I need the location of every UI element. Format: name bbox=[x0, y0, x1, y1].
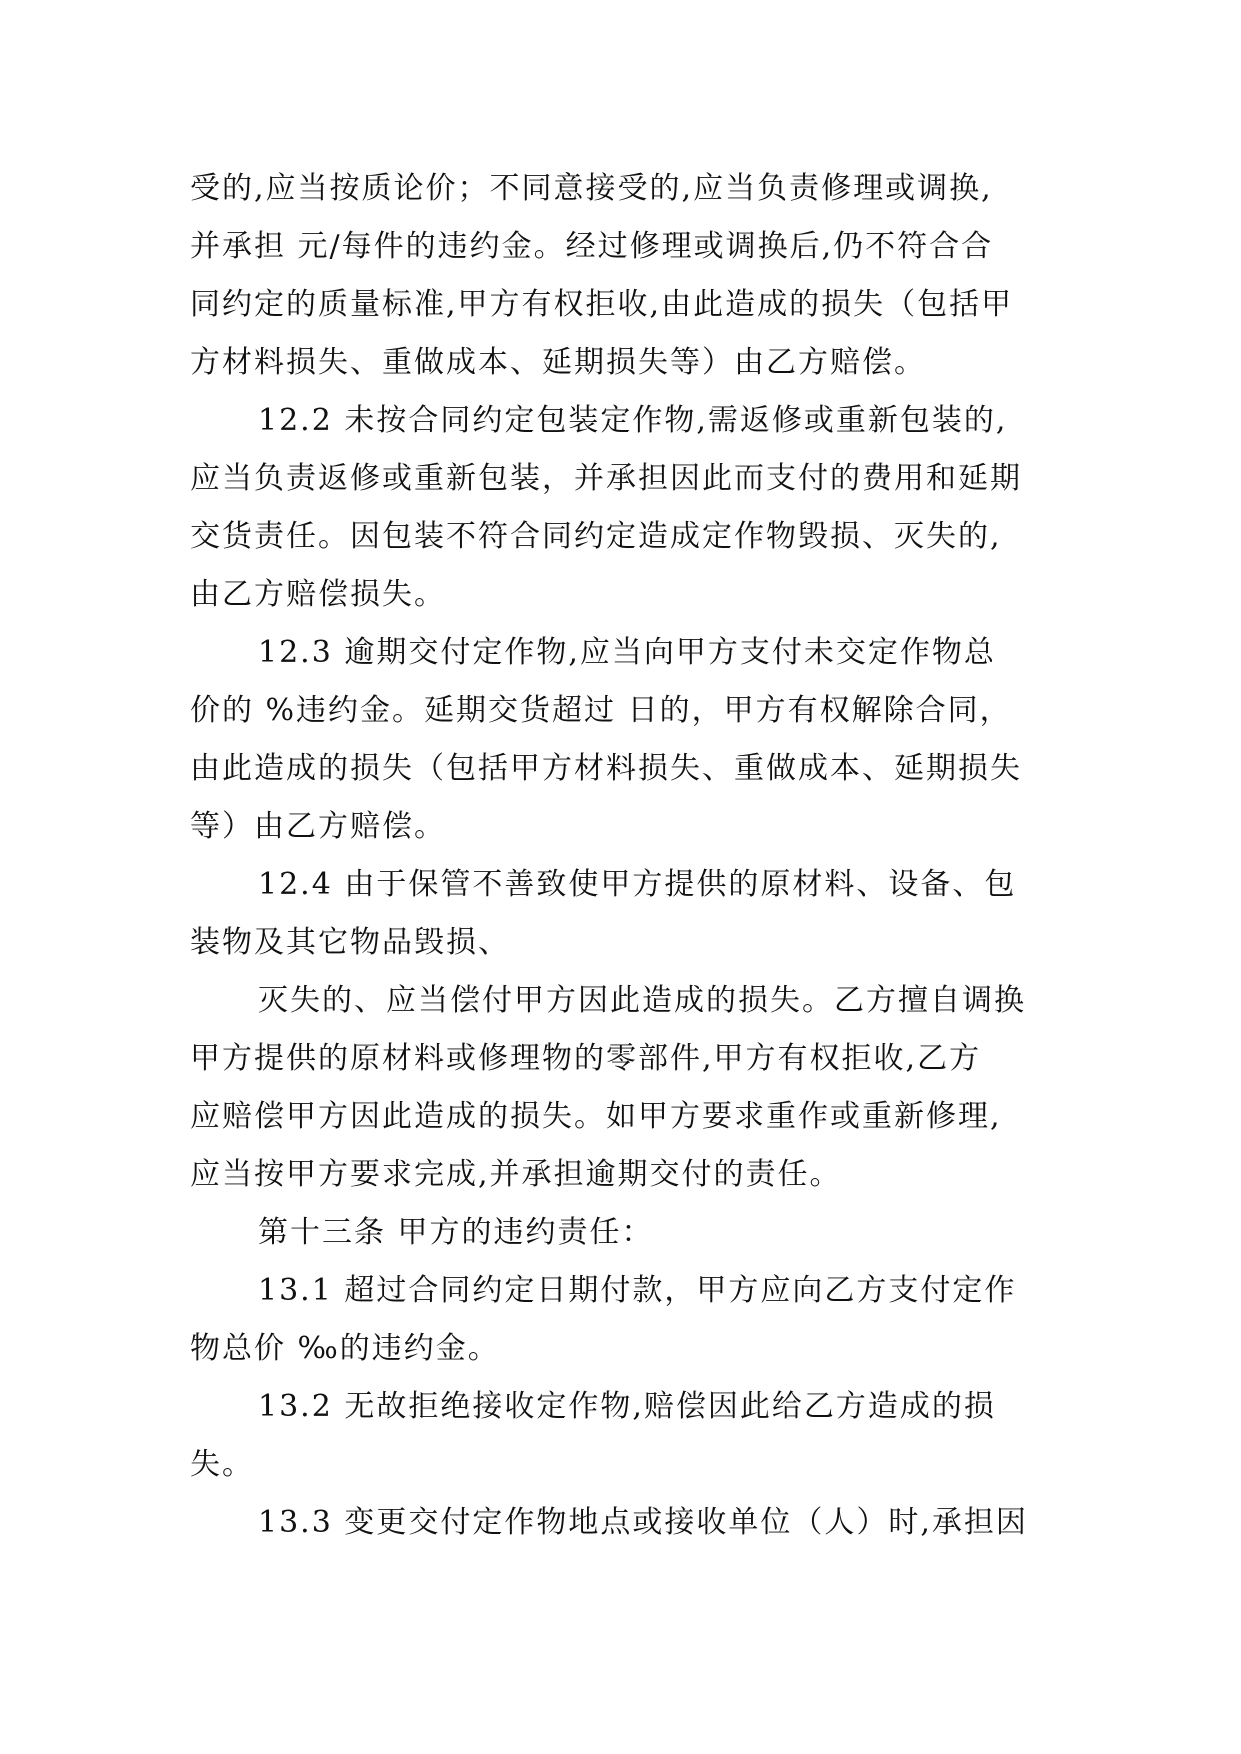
text-line: 方材料损失、重做成本、延期损失等）由乙方赔偿。 bbox=[190, 345, 926, 380]
text-line: 价的 %违约金。延期交货超过 日的，甲方有权解除合同， bbox=[190, 693, 1012, 728]
text-line: 装物及其它物品毁损、 bbox=[190, 925, 510, 960]
text-line: 应当按甲方要求完成,并承担逾期交付的责任。 bbox=[190, 1157, 842, 1192]
text-line: 由此造成的损失（包括甲方材料损失、重做成本、延期损失 bbox=[190, 751, 1022, 786]
clause-13-3: 13.3 变更交付定作物地点或接收单位（人）时,承担因 bbox=[258, 1505, 1028, 1540]
text-line: 应赔偿甲方因此造成的损失。如甲方要求重作或重新修理, bbox=[190, 1099, 1002, 1134]
text-line: 灭失的、应当偿付甲方因此造成的损失。乙方擅自调换 bbox=[258, 983, 1026, 1018]
text-line: 交货责任。因包装不符合同约定造成定作物毁损、灭失的, bbox=[190, 519, 1002, 554]
text-line: 由乙方赔偿损失。 bbox=[190, 577, 446, 612]
text-line: 应当负责返修或重新包装，并承担因此而支付的费用和延期 bbox=[190, 461, 1022, 496]
text-line: 并承担 元/每件的违约金。经过修理或调换后,仍不符合合 bbox=[190, 229, 994, 264]
article-13-heading: 第十三条 甲方的违约责任： bbox=[258, 1215, 654, 1250]
text-line: 同约定的质量标准,甲方有权拒收,由此造成的损失（包括甲 bbox=[190, 287, 1014, 322]
text-line: 等）由乙方赔偿。 bbox=[190, 809, 446, 844]
text-line: 甲方提供的原材料或修理物的零部件,甲方有权拒收,乙方 bbox=[190, 1041, 982, 1076]
text-line: 物总价 ‰的违约金。 bbox=[190, 1331, 500, 1366]
clause-12-2: 12.2 未按合同约定包装定作物,需返修或重新包装的, bbox=[258, 403, 1008, 438]
clause-13-2: 13.2 无故拒绝接收定作物,赔偿因此给乙方造成的损 bbox=[258, 1389, 996, 1424]
clause-13-1: 13.1 超过合同约定日期付款，甲方应向乙方支付定作 bbox=[258, 1273, 1017, 1308]
clause-12-4: 12.4 由于保管不善致使甲方提供的原材料、设备、包 bbox=[258, 867, 1017, 902]
clause-12-3: 12.3 逾期交付定作物,应当向甲方支付未交定作物总 bbox=[258, 635, 996, 670]
text-line: 失。 bbox=[190, 1447, 254, 1482]
text-line: 受的,应当按质论价；不同意接受的,应当负责修理或调换, bbox=[190, 171, 993, 206]
